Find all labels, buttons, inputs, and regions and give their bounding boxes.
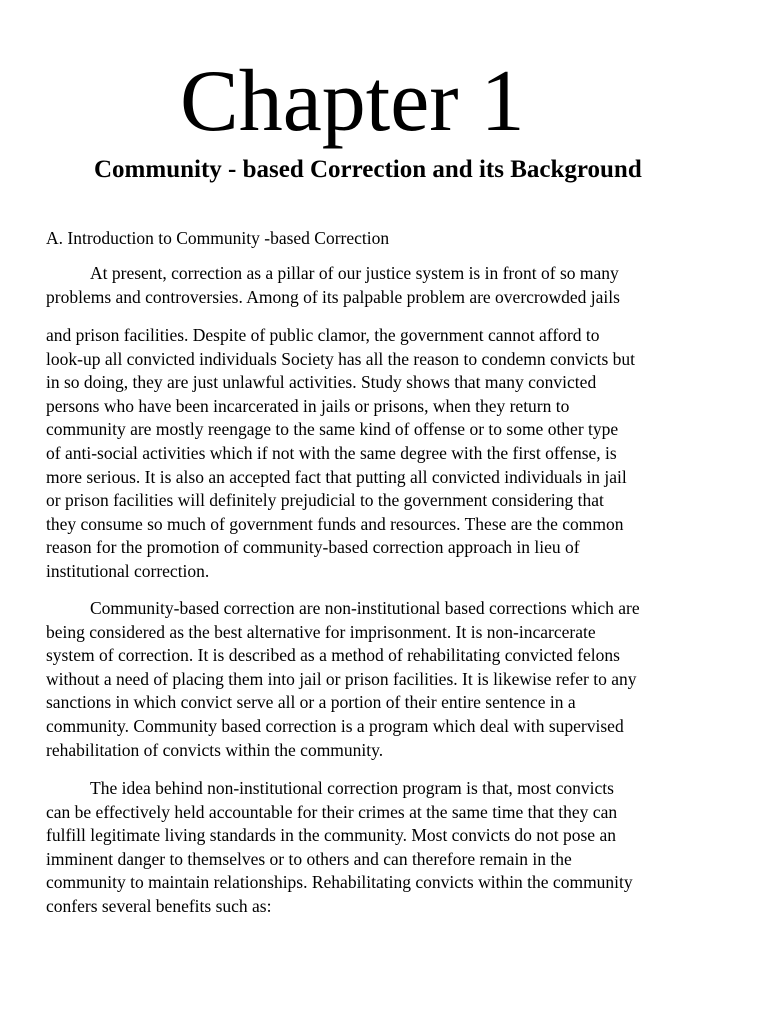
paragraph-line: of anti-social activities which if not with the same degree with the first offense, is bbox=[46, 442, 617, 463]
paragraph-line: confers several benefits such as: bbox=[46, 895, 272, 916]
paragraph-non-institutional-idea bbox=[46, 777, 736, 919]
paragraph-line: fulfill legitimate living standards in the community. Most convicts do not pose an bbox=[46, 825, 616, 846]
paragraph-line: reason for the promotion of community-based correction approach in lieu of bbox=[46, 537, 580, 558]
paragraph-line: At present, correction as a pillar of our justice system is in front of so many bbox=[90, 263, 619, 283]
paragraph-line: in so doing, they are just unlawful activities. Study shows that many convicted bbox=[46, 372, 597, 393]
paragraph-line: being considered as the best alternative for imprisonment. It is non-incarcerate bbox=[46, 621, 596, 642]
paragraph-line: community are mostly reengage to the same kind of offense or to some other type bbox=[46, 419, 619, 440]
paragraph-line: can be effectively held accountable for their crimes at the same time that they can bbox=[46, 801, 618, 822]
paragraph-line: problems and controversies. Among of its palpable problem are overcrowded jails bbox=[46, 286, 620, 307]
paragraph-prison-facilities bbox=[46, 324, 736, 584]
paragraph-line: The idea behind non-institutional correction program is that, most convicts bbox=[90, 778, 614, 798]
paragraph-line: or prison facilities will definitely prejudicial to the government considering that bbox=[46, 490, 604, 511]
paragraph-line: more serious. It is also an accepted fact that putting all convicted individuals in jail bbox=[46, 466, 627, 487]
paragraph-line: without a need of placing them into jail or prison facilities. It is likewise refer to any bbox=[46, 668, 637, 689]
paragraph-line: sanctions in which convict serve all or a portion of their entire sentence in a bbox=[46, 692, 576, 713]
paragraph-community-based-correction bbox=[46, 597, 736, 762]
paragraph-line: and prison facilities. Despite of public clamor, the government cannot afford to bbox=[46, 325, 600, 345]
paragraph-line: persons who have been incarcerated in jails or prisons, when they return to bbox=[46, 395, 570, 416]
paragraph-present-problems bbox=[46, 262, 736, 309]
paragraph-line: system of correction. It is described as a method of rehabilitating convicted felons bbox=[46, 645, 620, 666]
chapter-title: Chapter 1 bbox=[180, 53, 525, 150]
paragraph-line: rehabilitation of convicts within the community. bbox=[46, 739, 384, 760]
paragraph-line: they consume so much of government funds and resources. These are the common bbox=[46, 513, 624, 534]
paragraph-line: look-up all convicted individuals Society has all the reason to condemn convicts but bbox=[46, 348, 636, 369]
paragraph-line: institutional correction. bbox=[46, 560, 210, 581]
paragraph-line: imminent danger to themselves or to others and can therefore remain in the bbox=[46, 848, 572, 869]
chapter-subtitle: Community - based Correction and its Background bbox=[94, 156, 642, 183]
section-heading: A. Introduction to Community -based Correction bbox=[46, 228, 390, 248]
paragraph-line: Community-based correction are non-institutional based corrections which are bbox=[90, 598, 640, 618]
paragraph-line: community to maintain relationships. Rehabilitating convicts within the community bbox=[46, 872, 633, 893]
paragraph-line: community. Community based correction is a program which deal with supervised bbox=[46, 715, 624, 736]
